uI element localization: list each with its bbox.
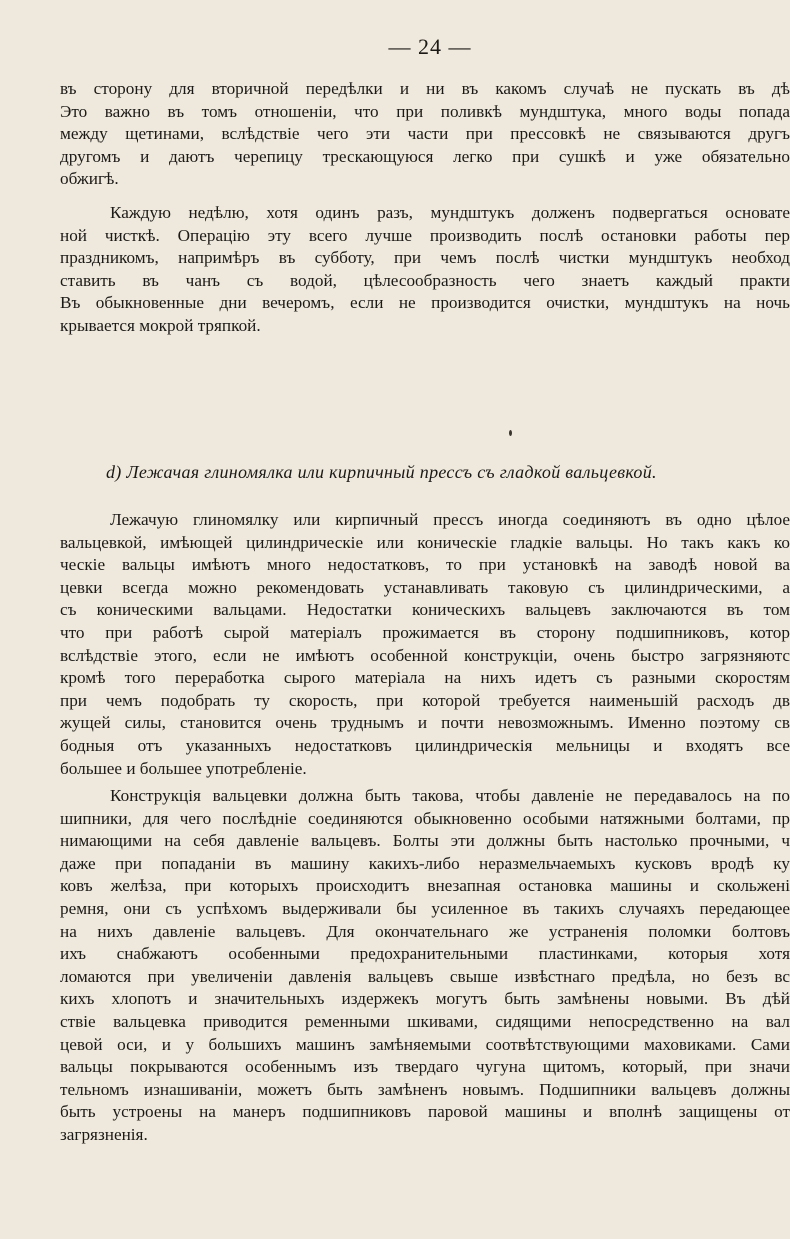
text-line: кихъ хлопотъ и значительныхъ издержекъ могутъ быть замѣнены новыми. Въ дѣй [60,989,790,1009]
text-line: съ коническими вальцами. Недостатки коническихъ вальцевъ заключаются въ том [60,600,790,620]
text-line: вслѣдствіе этого, если не имѣютъ особенной конструкціи, очень быстро загрязняютс [60,645,790,665]
text-line: что при работѣ сырой матеріалъ прожимается въ сторону подшипниковъ, котор [60,622,790,642]
text-line: при чемъ подобрать ту скорость, при которой требуется наименьшій расходъ дв [60,690,790,710]
paragraph-1 [60,78,790,191]
text-line: крывается мокрой тряпкой. [60,315,261,335]
text-line: цевой оси, и у большихъ машинъ замѣняемыми соотвѣтствующими маховиками. Сами [60,1034,790,1054]
paragraph-2 [60,202,790,338]
text-line: Каждую недѣлю, хотя одинъ разъ, мундштукъ долженъ подвергаться основате [110,203,790,222]
text-line: вальцевкой, имѣющей цилиндрическіе или коническіе гладкіе вальцы. Но такъ какъ ко [60,532,790,552]
text-line: праздникомъ, напримѣръ въ субботу, при чемъ послѣ чистки мундштукъ необход [60,248,790,268]
text-line: Конструкція вальцевки должна быть такова, чтобы давленіе не передавалось на по [110,786,790,805]
text-line: бодныя отъ указанныхъ недостатковъ цилиндрическія мельницы и входятъ все [60,735,790,755]
text-line: другомъ и даютъ черепицу трескающуюся легко при сушкѣ и уже обязательно [60,146,790,166]
text-line: даже при попаданіи въ машину какихъ-либо неразмельчаемыхъ кусковъ вродѣ ку [60,853,790,873]
paragraph-4 [60,785,790,1147]
text-line: между щетинами, вслѣдствіе чего эти части при прессовкѣ не связываются другъ [60,124,790,144]
text-line: Лежачую глиномялку или кирпичный прессъ иногда соединяютъ въ одно цѣлое [110,510,790,529]
text-line: загрязненія. [60,1124,148,1144]
text-line: нимающими на себя давленіе вальцевъ. Болты эти должны быть настолько прочными, ч [60,831,790,851]
paragraph-3 [60,509,790,780]
text-line: обжигѣ. [60,169,119,189]
text-line: ковъ желѣза, при которыхъ происходитъ внезапная остановка машины и скольжені [60,876,790,896]
page-number: — 24 — [388,34,472,59]
text-line: ческіе вальцы имѣютъ много недостатковъ, то при установкѣ на заводѣ новой ва [60,555,790,575]
text-line: ставить въ чанъ съ водой, цѣлесообразность чего знаетъ каждый практи [60,270,790,290]
section-heading: d) Лежачая глиномялка или кирпичный прессъ съ гладкой вальцевкой. [106,462,657,482]
text-line: ной чисткѣ. Операцію эту всего лучше производить послѣ остановки работы пер [60,225,790,245]
text-line: вальцы покрываются особеннымъ изъ твердаго чугуна щитомъ, который, при значи [60,1057,790,1077]
text-line: въ сторону для вторичной передѣлки и ни въ какомъ случаѣ не пускать въ дѣ [60,79,790,98]
text-line: кромѣ того переработка сырого матеріала на нихъ идетъ съ разными скоростям [60,668,790,688]
text-line: быть устроены на манеръ подшипниковъ паровой машины и вполнѣ защищены от [60,1102,790,1122]
text-line: тельномъ изнашиваніи, можетъ быть замѣненъ новымъ. Подшипники вальцевъ должны [60,1079,790,1099]
text-line: на нихъ давленіе вальцевъ. Для окончательнаго же устраненія поломки болтовъ [60,921,790,941]
text-line: шипники, для чего послѣдніе соединяются обыкновенно особыми натяжными болтами, пр [60,808,790,828]
text-line: ремня, они съ успѣхомъ выдерживали бы усиленное въ такихъ случаяхъ передающее [60,898,790,918]
text-line: ихъ снабжаютъ особенными предохранительными пластинками, которыя хотя [60,944,790,964]
text-line: ствіе вальцевка приводится ременными шкивами, сидящими непосредственно на вал [60,1011,790,1031]
text-line: Въ обыкновенные дни вечеромъ, если не производится очистки, мундштукъ на ночь [60,293,790,313]
text-line: Это важно въ томъ отношеніи, что при поливкѣ мундштука, много воды попада [60,101,790,121]
text-line: ломаются при увеличеніи давленія вальцевъ свыше извѣстнаго предѣла, но безъ вс [60,966,790,986]
ink-speck [509,430,512,436]
text-line: большее и большее употребленіе. [60,758,307,778]
text-line: цевки всегда можно рекомендовать устанавливать таковую съ цилиндрическими, а [60,577,790,597]
text-line: жущей силы, становится очень труднымъ и почти невозможнымъ. Именно поэтому св [60,713,790,733]
